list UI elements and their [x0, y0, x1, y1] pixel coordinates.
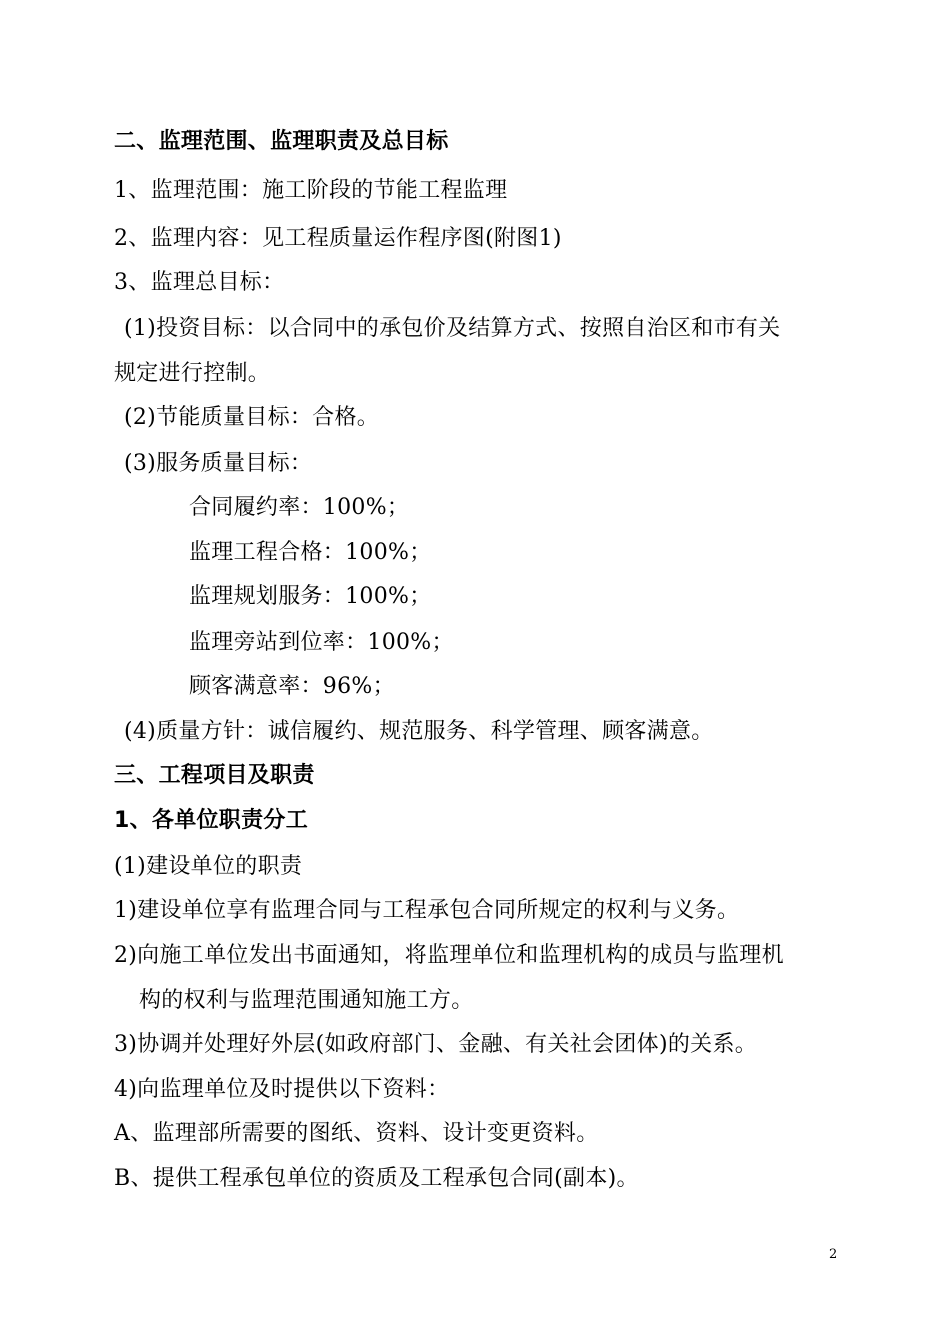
investment-goal-line1: (1)投资目标：以合同中的承包价及结算方式、按照自治区和市有关 — [124, 316, 781, 341]
page-number: 2 — [829, 1247, 838, 1262]
service-target-item: 合同履约率：100%； — [189, 495, 410, 520]
owner-duty-item: 2)向施工单位发出书面通知，将监理单位和监理机构的成员与监理机 — [114, 943, 784, 968]
content-item: 2、监理内容：见工程质量运作程序图(附图1) — [114, 226, 562, 251]
owner-duty-item: 4)向监理单位及时提供以下资料： — [114, 1077, 450, 1102]
service-target-item: 顾客满意率：96%； — [189, 674, 395, 699]
material-item: B、提供工程承包单位的资质及工程承包合同(副本)。 — [114, 1166, 639, 1191]
energy-quality-goal: (2)节能质量目标：合格。 — [124, 405, 380, 430]
investment-goal-line2: 规定进行控制。 — [114, 361, 271, 386]
subheading-responsibilities: 1、各单位职责分工 — [114, 808, 309, 833]
owner-duty-item-continued: 构的权利与监理范围通知施工方。 — [139, 988, 474, 1013]
owner-duty-title: (1)建设单位的职责 — [114, 854, 303, 879]
section-heading-scope: 二、监理范围、监理职责及总目标 — [114, 129, 449, 154]
owner-duty-item: 1)建设单位享有监理合同与工程承包合同所规定的权利与义务。 — [114, 898, 740, 923]
service-quality-goal: (3)服务质量目标： — [124, 451, 313, 476]
service-target-item: 监理旁站到位率：100%； — [189, 630, 454, 655]
overall-goal-item: 3、监理总目标： — [114, 270, 285, 295]
quality-policy: (4)质量方针：诚信履约、规范服务、科学管理、顾客满意。 — [124, 719, 714, 744]
section-heading-project: 三、工程项目及职责 — [114, 763, 315, 788]
material-item: A、监理部所需要的图纸、资料、设计变更资料。 — [114, 1121, 599, 1146]
scope-item: 1、监理范围：施工阶段的节能工程监理 — [114, 178, 508, 203]
service-target-item: 监理工程合格：100%； — [189, 540, 432, 565]
service-target-item: 监理规划服务：100%； — [189, 584, 432, 609]
owner-duty-item: 3)协调并处理好外层(如政府部门、金融、有关社会团体)的关系。 — [114, 1032, 758, 1057]
